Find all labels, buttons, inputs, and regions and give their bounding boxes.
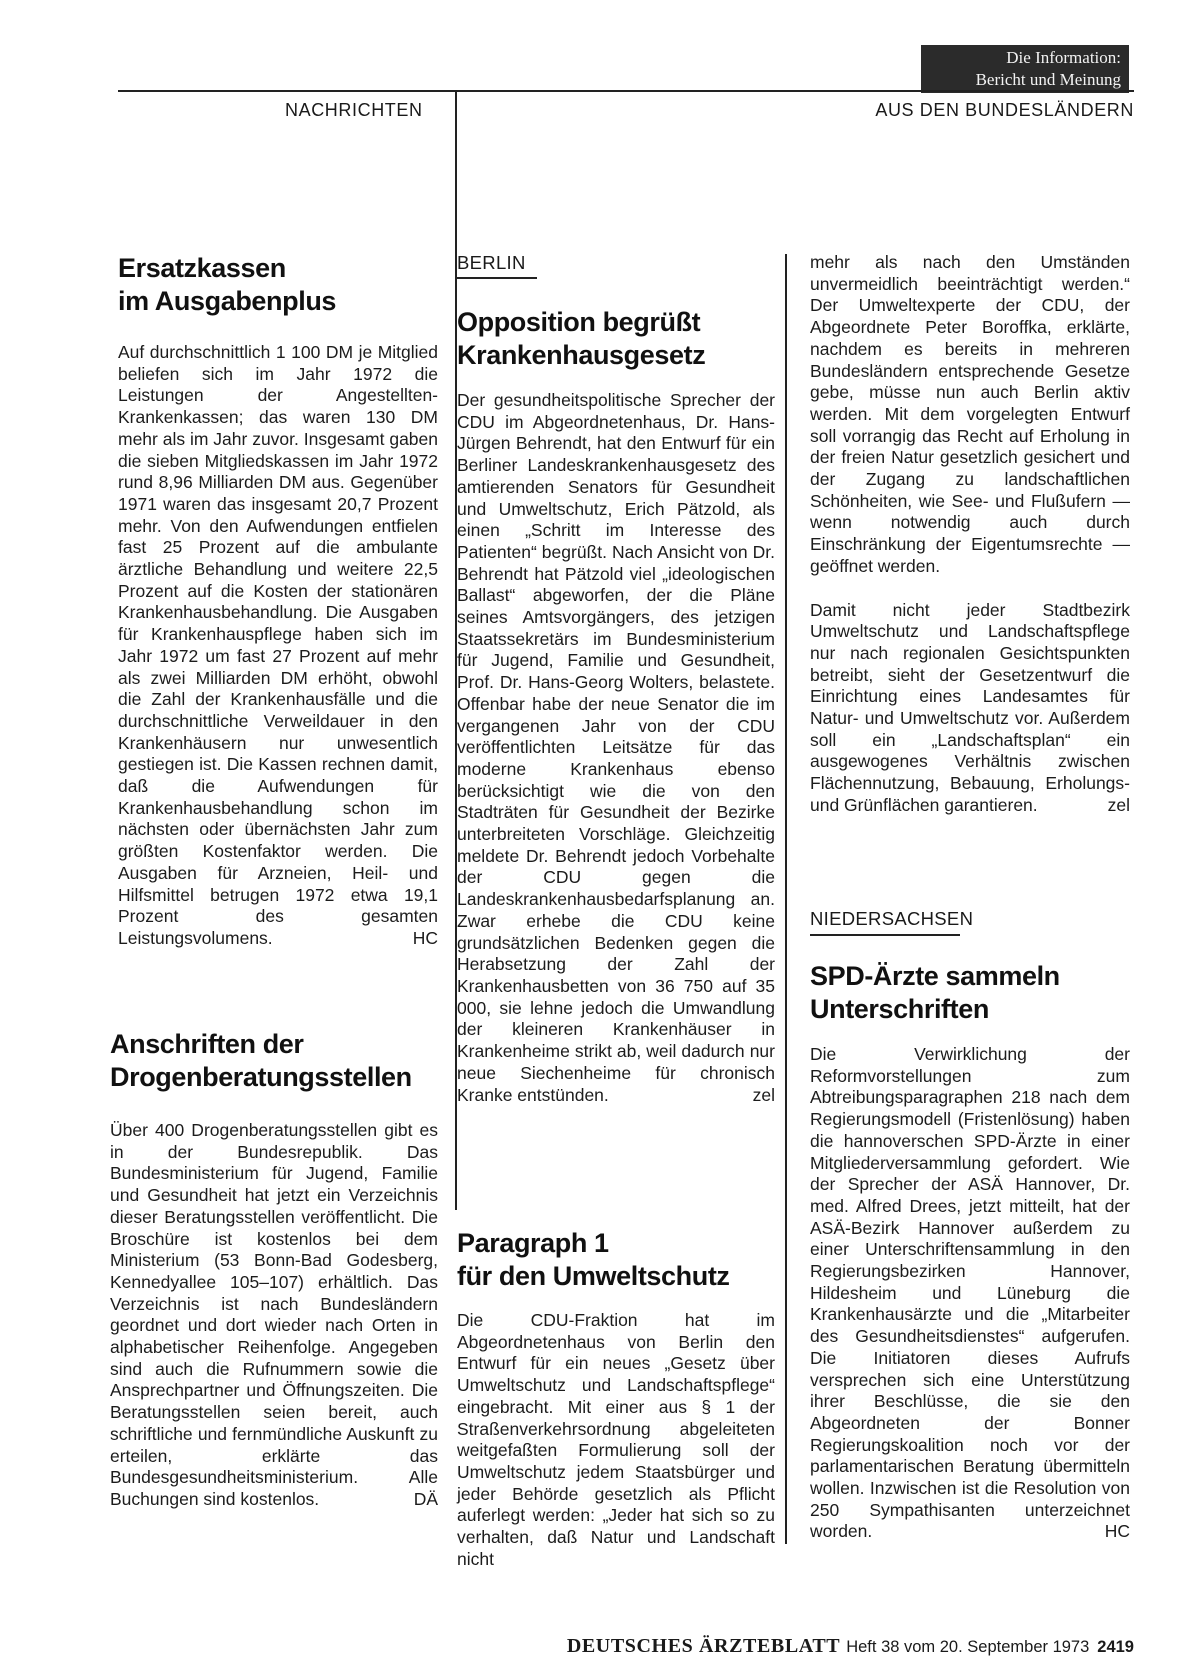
magazine-name: DEUTSCHES ÄRZTEBLATT: [566, 1635, 841, 1657]
headline-ersatzkassen: [118, 252, 336, 318]
article-body-spd-aerzte: [810, 1044, 1130, 1543]
article-body-ersatzkassen: [118, 342, 438, 950]
article-text: Auf durchschnittlich 1 100 DM je Mitglied beliefen sich im Jahr 1972 die Leistungen der Angestellten-Krankenkassen; das waren 130 DM mehr als im Jahr zuvor. Insgesamt gaben die sieben Mitgliedskassen im Jahr 1972 rund 8,96 Milliarden DM aus. Gegenüber 1971 waren das insgesamt 20,7 Prozent mehr. Von den Aufwendungen entfielen fast 25 Prozent auf die ambulante ärztliche Behandlung und weitere 22,5 Prozent auf die Kosten der stationären Krankenhausbehandlung. Die Ausgaben für Krankenhauspflege haben sich im Jahr 1972 um fast 27 Prozent auf mehr als zwei Milliarden DM erhöht, obwohl die Zahl der Krankenhausfälle und die durchschnittliche Verweildauer in den Krankenhäusern nur unwesentlich gestiegen ist. Die Kassen rechnen damit, daß die Aufwendungen für Krankenhausbehandlung schon im nächsten oder übernächsten Jahr zum größten Kostenfaktor werden. Die Ausgaben für Arzneien, Heil- und Hilfsmittel betrugen 1972 etwa 19,1 Prozent des gesamten Leistungsvolumens.: [118, 342, 439, 948]
headline-line: im Ausgabenplus: [118, 286, 337, 316]
region-underline: [457, 277, 537, 279]
headline-line: Opposition begrüßt: [457, 307, 701, 337]
article-body-opposition: [457, 390, 775, 1106]
headline-line: Unterschriften: [810, 994, 989, 1024]
headline-line: Paragraph 1: [457, 1228, 609, 1258]
headline-line: Drogenberatungsstellen: [110, 1062, 412, 1092]
page-footer: [450, 1634, 1134, 1660]
author-signature: zel: [752, 1084, 775, 1105]
headline-paragraph-1: [457, 1227, 730, 1293]
region-label-berlin: BERLIN: [457, 252, 526, 273]
author-signature: DÄ: [413, 1488, 438, 1509]
column-divider-right: [785, 254, 787, 1544]
page-number: 2419: [1097, 1638, 1134, 1656]
headline-line: Anschriften der: [110, 1029, 304, 1059]
author-signature: zel: [1107, 794, 1130, 815]
issue-info: Heft 38 vom 20. September 1973: [846, 1638, 1090, 1656]
author-signature: HC: [412, 927, 438, 948]
headline-line: SPD-Ärzte sammeln: [810, 961, 1060, 991]
section-label-bundeslaender: AUS DEN BUNDESLÄNDERN: [875, 100, 1134, 120]
headline-line: Krankenhausgesetz: [457, 340, 706, 370]
region-underline: [810, 934, 960, 936]
article-text: Über 400 Drogenberatungsstellen gibt es in der Bundesrepublik. Das Bundesministerium für Jugend, Familie und Gesundheit hat jetzt ein Verzeichnis dieser Beratungsstellen veröffentlicht. Die Broschüre ist kostenlos bei dem Ministerium (53 Bonn-Bad Godesberg, Kennedyallee 105–107) erhältlich. Das Verzeichnis ist nach Bundesländern geordnet und dort wieder nach Orten in alphabetischer Reihenfolge. Angegeben sind auch die Rufnummern sowie die Ansprechpartner und Öffnungszeiten. Die Beratungsstellen seien bereit, auch schriftliche und fernmündliche Auskunft zu erteilen, erklärte das Bundesgesundheitsministerium. Alle Buchungen sind kostenlos.: [110, 1120, 438, 1509]
continuation-paragraph: Damit nicht jeder Stadtbezirk Umweltschutz und Landschaftspflege nur nach regionalen Gesichtspunkten betreibt, sieht der Gesetzentwurf die Einrichtung eines Landesamtes für Natur- und Umweltschutz vor. Außerdem soll ein „Landschaftsplan“ ein ausgewogenes Verhältnis zwischen Flächennutzung, Bebauung, Erholungs- und Grünflächen garantieren.: [810, 599, 1130, 815]
tag-line-2: Bericht und Meinung: [975, 70, 1121, 89]
tag-line-1: Die Information:: [1006, 48, 1121, 67]
header-rule: [118, 90, 1134, 92]
author-signature: HC: [1104, 1521, 1130, 1542]
headline-drogenberatung: [110, 1028, 412, 1094]
article-body-drogenberatung: [110, 1120, 438, 1511]
article-body-umweltschutz: [457, 1310, 775, 1570]
article-text: Die Verwirklichung der Reformvorstellungen zum Abtreibungsparagraphen 218 nach dem Regierungsmodell (Fristenlösung) haben die hannoverschen SPD-Ärzte in einer Mitgliederversammlung gefordert. Wie der Sprecher der ASÄ Hannover, Dr. med. Alfred Drees, jetzt mitteilt, hat der ASÄ-Bezirk Hannover außerdem zu einer Unterschriftensammlung in den Regierungsbezirken Hannover, Hildesheim und Lüneburg die Krankenhausärzte und die „Mitarbeiter des Gesundheitsdienstes“ aufgerufen. Die Initiatoren dieses Aufrufs versprechen sich eine Unterstützung ihrer Beschlüsse, die sie den Abgeordneten der Bonner Regierungskoalition noch vor der parlamentarischen Beratung übermitteln wollen. Inzwischen ist die Resolution von 250 Sympathisanten unterzeichnet worden.: [810, 1044, 1130, 1542]
headline-line: für den Umweltschutz: [457, 1261, 730, 1291]
article-text: Die CDU-Fraktion hat im Abgeordnetenhaus von Berlin den Entwurf für ein neues „Gesetz über Umweltschutz und Landschaftspflege“ eingebracht. Mit einer aus § 1 der Straßenverkehrsordnung abgeleiteten weitgefaßten Formulierung soll der Umweltschutz jedem Staatsbürger und jeder Behörde gesetzlich als Pflicht auferlegt werden: „Jeder hat sich so zu verhalten, daß Natur und Landschaft nicht: [457, 1310, 775, 1569]
headline-line: Ersatzkassen: [118, 253, 286, 283]
continuation-paragraph: mehr als nach den Umständen unvermeidlich beeinträchtigt werden.“ Der Umweltexperte der CDU, der Abgeordnete Peter Boroffka, erklärte, nachdem es bereits in mehreren Bundesländern entsprechende Gesetze gebe, müsse nun auch Berlin aktiv werden. Mit dem vorgelegten Entwurf soll vorrangig das Recht auf Erholung in der freien Natur gesetzlich gesichert und der Zugang zu landschaftlichen Schönheiten, wie See- und Flußufern — wenn notwendig auch durch Einschränkung der Eigentumsrechte — geöffnet werden.: [810, 252, 1130, 576]
headline-spd-aerzte: [810, 960, 1060, 1026]
article-continuation-umweltschutz: [810, 252, 1130, 817]
headline-opposition: [457, 306, 705, 372]
article-text: Der gesundheitspolitische Sprecher der CDU im Abgeordnetenhaus, Dr. Hans-Jürgen Behrendt, hat den Entwurf für ein Berliner Landeskrankenhausgesetz des amtierenden Senators für Gesundheit und Umweltschutz, Erich Pätzold, als einen „Schritt im Interesse des Patienten“ begrüßt. Nach Ansicht von Dr. Behrendt hat Pätzold viel „ideologischen Ballast“ abgeworfen, der die Pläne seines Amtsvorgängers, des jetzigen Staatssekretärs im Bundesministerium für Jugend, Familie und Gesundheit, Prof. Dr. Hans-Georg Wolters, belastete. Offenbar habe der neue Senator die im vergangenen Jahr von der CDU veröffentlichten Leitsätze für das moderne Krankenhaus ebenso berücksichtigt wie die von den Stadträten für Gesundheit der Bezirke unterbreiteten Vorschläge. Gleichzeitig meldete Dr. Behrendt jedoch Vorbehalte der CDU gegen die Landeskrankenhausbedarfsplanung an. Zwar erhebe die CDU keine grundsätzlichen Bedenken gegen die Herabsetzung der Zahl der Krankenhausbetten von 36 750 auf 35 000, sie lehne jedoch die Umwandlung der kleineren Krankenhäuser in Krankenheime strikt ab, weil dadurch nur neue Siechenheime für chronisch Kranke entstünden.: [457, 390, 775, 1105]
section-label-nachrichten: NACHRICHTEN: [285, 100, 423, 120]
region-label-niedersachsen: NIEDERSACHSEN: [810, 908, 974, 929]
info-tag-box: [921, 45, 1129, 93]
